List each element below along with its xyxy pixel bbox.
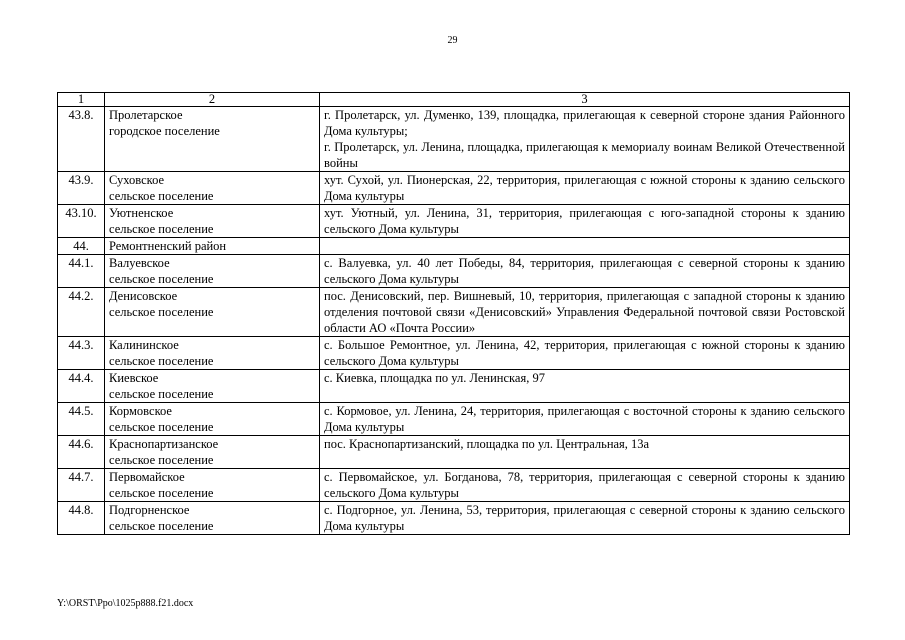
table-row xyxy=(58,288,850,337)
table-row xyxy=(58,436,850,469)
location-cell xyxy=(320,436,850,469)
table-row xyxy=(58,403,850,436)
row-number: 44.4. xyxy=(58,370,105,403)
row-number: 44.1. xyxy=(58,255,105,288)
location-cell xyxy=(320,370,850,403)
settlement-name: Валуевское сельское поселение xyxy=(105,255,320,288)
table-header-row xyxy=(58,93,850,107)
location-cell xyxy=(320,337,850,370)
row-number: 44.3. xyxy=(58,337,105,370)
settlement-name: Суховское сельское поселение xyxy=(105,172,320,205)
location-cell xyxy=(320,107,850,172)
row-number: 43.8. xyxy=(58,107,105,172)
location-description: с. Первомайское, ул. Богданова, 78, территория, прилегающая с северной стороны к зданию сельского Дома культуры xyxy=(324,470,845,500)
location-cell xyxy=(320,469,850,502)
table-row xyxy=(58,238,850,255)
settlement-name: Калининское сельское поселение xyxy=(105,337,320,370)
location-cell xyxy=(320,403,850,436)
table-row xyxy=(58,205,850,238)
location-cell xyxy=(320,502,850,535)
settlement-name: Краснопартизанское сельское поселение xyxy=(105,436,320,469)
location-description: г. Пролетарск, ул. Ленина, площадка, прилегающая к мемориалу воинам Великой Отечественной войны xyxy=(324,140,845,170)
settlement-name: Пролетарское городское поселение xyxy=(105,107,320,172)
header-col-1: 1 xyxy=(58,93,105,107)
location-description: с. Валуевка, ул. 40 лет Победы, 84, территория, прилегающая с северной стороны к зданию сельского Дома культуры xyxy=(324,256,845,286)
location-cell xyxy=(320,288,850,337)
location-cell xyxy=(320,255,850,288)
location-description: пос. Краснопартизанский, площадка по ул. Центральная, 13а xyxy=(324,437,650,451)
settlement-name: Подгорненское сельское поселение xyxy=(105,502,320,535)
location-description: с. Кормовое, ул. Ленина, 24, территория, прилегающая с восточной стороны к зданию сельского Дома культуры xyxy=(324,404,845,434)
location-description: г. Пролетарск, ул. Думенко, 139, площадка, прилегающая к северной стороне здания Районного Дома культуры; xyxy=(324,108,845,138)
row-number: 44.6. xyxy=(58,436,105,469)
location-description: с. Киевка, площадка по ул. Ленинская, 97 xyxy=(324,371,545,385)
table-row xyxy=(58,107,850,172)
settlement-name: Ремонтненский район xyxy=(105,238,320,255)
table-row xyxy=(58,370,850,403)
location-description: пос. Денисовский, пер. Вишневый, 10, территория, прилегающая с западной стороны к зданию отделения почтовой связи «Денисовский» Управления Федеральной почтовой связи Ростовской области АО «Почта России» xyxy=(324,289,845,335)
table-row xyxy=(58,255,850,288)
location-description: с. Большое Ремонтное, ул. Ленина, 42, территория, прилегающая с южной стороны к зданию сельского Дома культуры xyxy=(324,338,845,368)
table-row xyxy=(58,469,850,502)
location-description: хут. Сухой, ул. Пионерская, 22, территория, прилегающая с южной стороны к зданию сельского Дома культуры xyxy=(324,173,845,203)
header-col-3: 3 xyxy=(320,93,850,107)
settlement-name: Денисовское сельское поселение xyxy=(105,288,320,337)
location-description: с. Подгорное, ул. Ленина, 53, территория, прилегающая с северной стороны к зданию сельского Дома культуры xyxy=(324,503,845,533)
table-body xyxy=(58,93,850,535)
location-cell xyxy=(320,172,850,205)
location-description: хут. Уютный, ул. Ленина, 31, территория, прилегающая с юго-западной стороны к зданию сельского Дома культуры xyxy=(324,206,845,236)
settlement-name: Киевское сельское поселение xyxy=(105,370,320,403)
footer-file-path: Y:\ORST\Ppo\1025p888.f21.docx xyxy=(57,598,194,609)
settlement-name: Кормовское сельское поселение xyxy=(105,403,320,436)
settlement-name: Уютненское сельское поселение xyxy=(105,205,320,238)
page-number: 29 xyxy=(447,35,458,46)
locations-table xyxy=(57,92,850,535)
row-number: 44. xyxy=(58,238,105,255)
location-cell xyxy=(320,205,850,238)
row-number: 44.2. xyxy=(58,288,105,337)
table-row xyxy=(58,172,850,205)
table-row xyxy=(58,337,850,370)
row-number: 43.9. xyxy=(58,172,105,205)
header-col-2: 2 xyxy=(105,93,320,107)
row-number: 44.8. xyxy=(58,502,105,535)
row-number: 44.7. xyxy=(58,469,105,502)
settlement-name: Первомайское сельское поселение xyxy=(105,469,320,502)
row-number: 44.5. xyxy=(58,403,105,436)
location-cell xyxy=(320,238,850,255)
table-row xyxy=(58,502,850,535)
row-number: 43.10. xyxy=(58,205,105,238)
